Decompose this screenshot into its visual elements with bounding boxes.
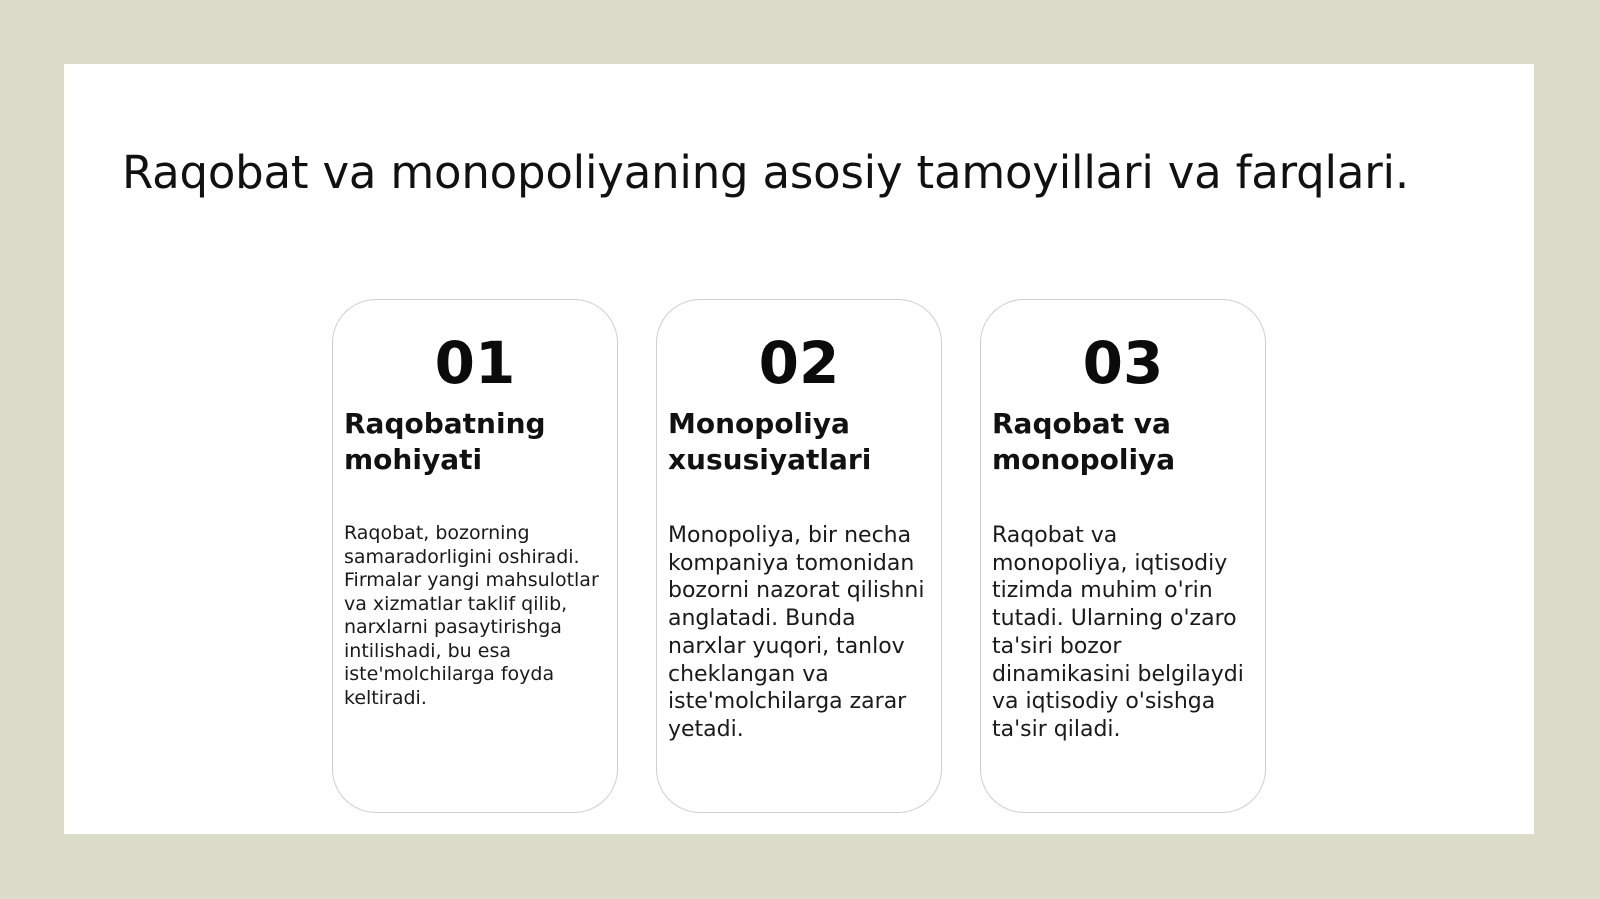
slide: [64, 64, 1534, 834]
card-number: 03: [1082, 329, 1164, 397]
card-text: Raqobat, bozorning samaradorligini oshiradi. Firmalar yangi mahsulotlar va xizmatlar taklif qilib, narxlarni pasaytirishga intilishadi, bu esa iste'molchilarga foyda keltiradi.: [344, 522, 599, 709]
card-number: 01: [434, 329, 516, 397]
card-text: Monopoliya, bir necha kompaniya tomonidan bozorni nazorat qilishni anglatadi. Bunda narxlar yuqori, tanlov cheklangan va iste'molchilarga zarar yetadi.: [668, 523, 925, 743]
card-text: Raqobat va monopoliya, iqtisodiy tizimda muhim o'rin tutadi. Ularning o'zaro ta'siri bozor dinamikasini belgilaydi va iqtisodiy o'sishga ta'sir qiladi.: [992, 523, 1244, 743]
card-number: 02: [758, 329, 840, 397]
card-01: [332, 299, 618, 813]
card-03: [980, 299, 1266, 813]
card-title: Raqobat va monopoliya: [992, 407, 1176, 476]
card-title: Monopoliya xususiyatlari: [668, 407, 872, 476]
slide-title: Raqobat va monopoliyaning asosiy tamoyillari va farqlari.: [122, 146, 1409, 199]
card-title: Raqobatning mohiyati: [344, 407, 546, 476]
card-02: [656, 299, 942, 813]
